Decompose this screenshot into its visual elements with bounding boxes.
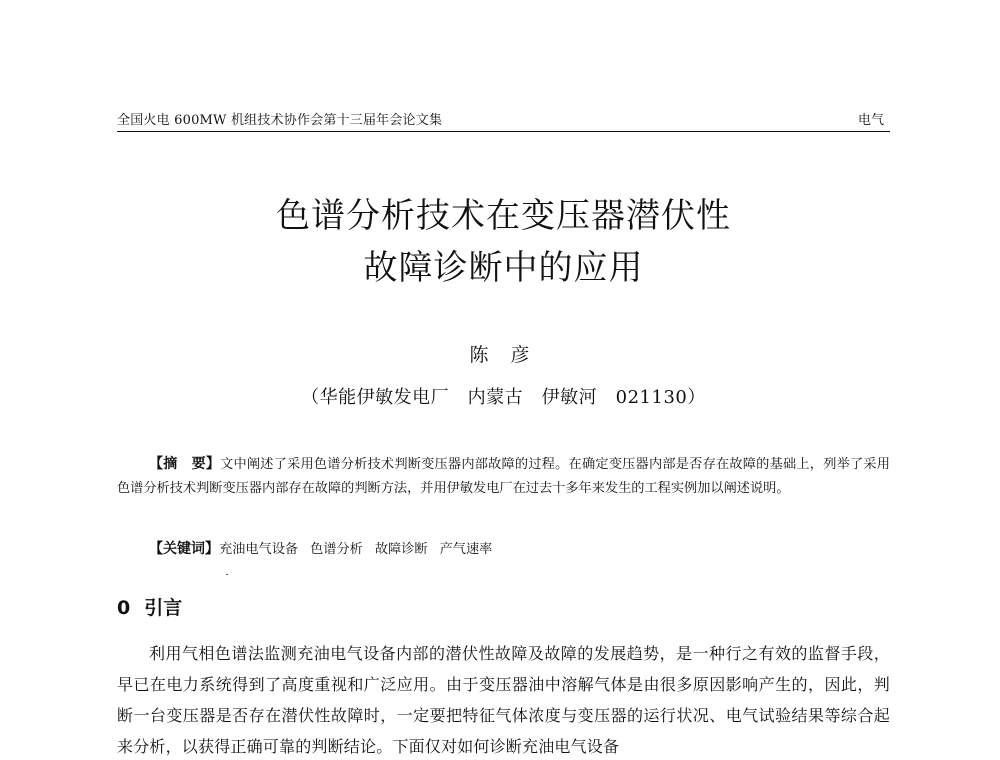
keyword-item: 充油电气设备 [219,542,299,557]
keywords [149,537,890,562]
abstract [117,452,890,501]
paper-title [117,190,890,294]
body-paragraph: 利用气相色谱法监测充油电气设备内部的潜伏性故障及故障的发展趋势，是一种行之有效的监督手段，早已在电力系统得到了高度重视和广泛应用。由于变压器油中溶解气体是由很多原因影响产生的，因此，判断一台变压器是否存在潜伏性故障时，一定要把特征气体浓度与变压器的运行状况、电气试验结果等综合起来分析，以获得正确可靠的判断结论。下面仅对如何诊断充油电气设备 [117,644,890,756]
scan-speck [226,574,228,575]
section-number: 0 [117,597,131,619]
author-name: 陈 彦 [469,344,538,366]
section-heading [117,593,182,620]
header-section-label: 电气 [857,113,884,128]
keyword-item: 产气速率 [439,542,493,557]
section-title: 引言 [144,597,183,619]
paper-title-line-2: 故障诊断中的应用 [363,248,644,288]
header-proceedings-title: 全国火电 600MW 机组技术协作会第十三届年会论文集 [117,113,443,128]
running-header [117,107,890,132]
keyword-item: 故障诊断 [374,542,428,557]
keyword-item: 色谱分析 [310,542,363,557]
keywords-label: 【关键词】 [149,541,219,557]
paper-title-line-1: 色谱分析技术在变压器潜伏性 [276,196,731,236]
abstract-text: 文中阐述了采用色谱分析技术判断变压器内部故障的过程。在确定变压器内部是否存在故障的基础上，列举了采用色谱分析技术判断变压器内部存在故障的判断方法，并用伊敏发电厂在过去十多年来发生的工程实例加以阐述说明。 [117,457,890,496]
author-affiliation: （华能伊敏发电厂 内蒙古 伊敏河 021130） [301,387,706,408]
abstract-label: 【摘 要】 [149,456,221,472]
